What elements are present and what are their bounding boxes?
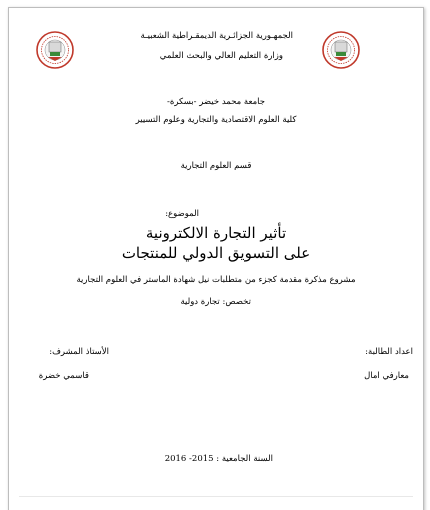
subject-label: الموضوع: <box>165 209 199 219</box>
student-label: اعداد الطالبة: <box>365 347 413 357</box>
thesis-title-line-1: تأثير التجارة الالكترونية <box>145 224 287 242</box>
ministry-name: وزارة التعليم العالي والبحث العلمي <box>159 51 283 61</box>
page-divider <box>19 496 413 497</box>
republic-name: الجمهـورية الجزائـرية الديمقـراطية الشعبيـة <box>140 31 293 41</box>
university-seal-icon <box>35 30 75 70</box>
supervisor-label: الأستاذ المشرف: <box>49 347 109 357</box>
specialty: تخصص: تجارة دولية <box>180 297 251 307</box>
student-name: معارفي امال <box>364 371 409 381</box>
university-seal-icon <box>321 30 361 70</box>
faculty-name: كلية العلوم الاقتصادية والتجارية وعلوم التسيير <box>135 115 297 125</box>
document-page <box>8 7 424 510</box>
supervisor-name: قاسمي خضرة <box>38 371 89 381</box>
university-name: جامعة محمد خيضر -بسكرة- <box>167 97 265 107</box>
academic-year: السنة الجامعية : 2015- 2016 <box>164 454 273 464</box>
thesis-title-line-2: على التسويق الدولي للمنتجات <box>121 244 311 262</box>
project-note: مشروع مذكرة مقدمة كجزء من متطلبات نيل شهادة الماستر في العلوم التجارية <box>76 275 356 285</box>
department-name: قسم العلوم التجارية <box>180 161 252 171</box>
